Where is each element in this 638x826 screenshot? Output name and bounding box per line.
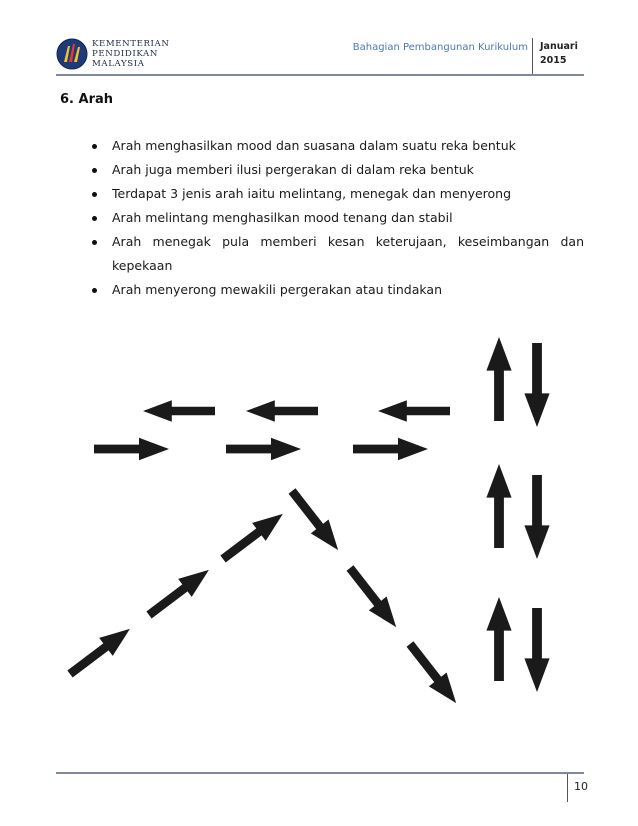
- arrow-diagonal-up-icon: [63, 620, 136, 683]
- bullet-list: [92, 134, 584, 302]
- bullet-item: [92, 134, 584, 158]
- arrow-down-icon: [524, 343, 549, 427]
- header-date: [540, 40, 578, 68]
- logo-line-1: KEMENTERIAN: [92, 39, 170, 49]
- direction-arrows-illustration: [0, 320, 638, 720]
- bullet-item: [92, 206, 584, 230]
- arrow-right-icon: [94, 438, 169, 461]
- arrow-down-icon: [524, 475, 549, 559]
- bullet-text: Arah menyerong mewakili pergerakan atau tindakan: [112, 282, 442, 297]
- header-separator: [532, 38, 533, 74]
- bullet-item: [92, 278, 584, 302]
- header-date-year: 2015: [540, 55, 567, 66]
- ministry-logo: [56, 38, 196, 72]
- ministry-emblem-icon: [56, 38, 88, 70]
- bullet-dot-icon: [92, 144, 97, 149]
- bullet-text: Arah melintang menghasilkan mood tenang dan stabil: [112, 210, 453, 225]
- header-rule: [56, 74, 584, 76]
- bullet-text: Arah menghasilkan mood dan suasana dalam suatu reka bentuk: [112, 138, 516, 153]
- bullet-text: Arah menegak pula memberi kesan keterujaan, keseimbangan dan kepekaan: [112, 234, 584, 273]
- footer-separator: [567, 774, 568, 802]
- bullet-item: [92, 182, 584, 206]
- page-header: [0, 0, 638, 80]
- footer-rule: [56, 772, 584, 774]
- arrow-up-icon: [486, 597, 511, 681]
- bullet-item: [92, 158, 584, 182]
- arrow-right-icon: [353, 438, 428, 461]
- bullet-item: [92, 230, 584, 278]
- arrow-diagonal-down-icon: [341, 561, 405, 634]
- bullet-dot-icon: [92, 168, 97, 173]
- page-number: 10: [574, 780, 588, 793]
- bullet-text: Arah juga memberi ilusi pergerakan di dalam reka bentuk: [112, 162, 474, 177]
- arrow-diagonal-down-icon: [283, 484, 347, 557]
- bullet-dot-icon: [92, 216, 97, 221]
- arrow-up-icon: [486, 337, 511, 421]
- bullet-dot-icon: [92, 288, 97, 293]
- arrow-right-icon: [226, 438, 301, 461]
- logo-line-2: PENDIDIKAN: [92, 49, 158, 59]
- header-date-month: Januari: [540, 41, 578, 52]
- arrow-left-icon: [143, 400, 215, 422]
- arrow-left-icon: [378, 400, 450, 422]
- bullet-dot-icon: [92, 240, 97, 245]
- arrow-up-icon: [486, 464, 511, 548]
- bullet-text: Terdapat 3 jenis arah iaitu melintang, menegak dan menyerong: [112, 186, 512, 201]
- arrow-diagonal-up-icon: [142, 561, 215, 624]
- logo-line-3: MALAYSIA: [92, 59, 145, 69]
- arrow-down-icon: [524, 608, 549, 692]
- department-name: Bahagian Pembangunan Kurikulum: [352, 42, 528, 53]
- arrow-left-icon: [246, 400, 318, 422]
- arrow-diagonal-up-icon: [216, 505, 289, 568]
- bullet-dot-icon: [92, 192, 97, 197]
- section-title: 6. Arah: [60, 92, 114, 107]
- arrow-diagonal-down-icon: [401, 637, 465, 710]
